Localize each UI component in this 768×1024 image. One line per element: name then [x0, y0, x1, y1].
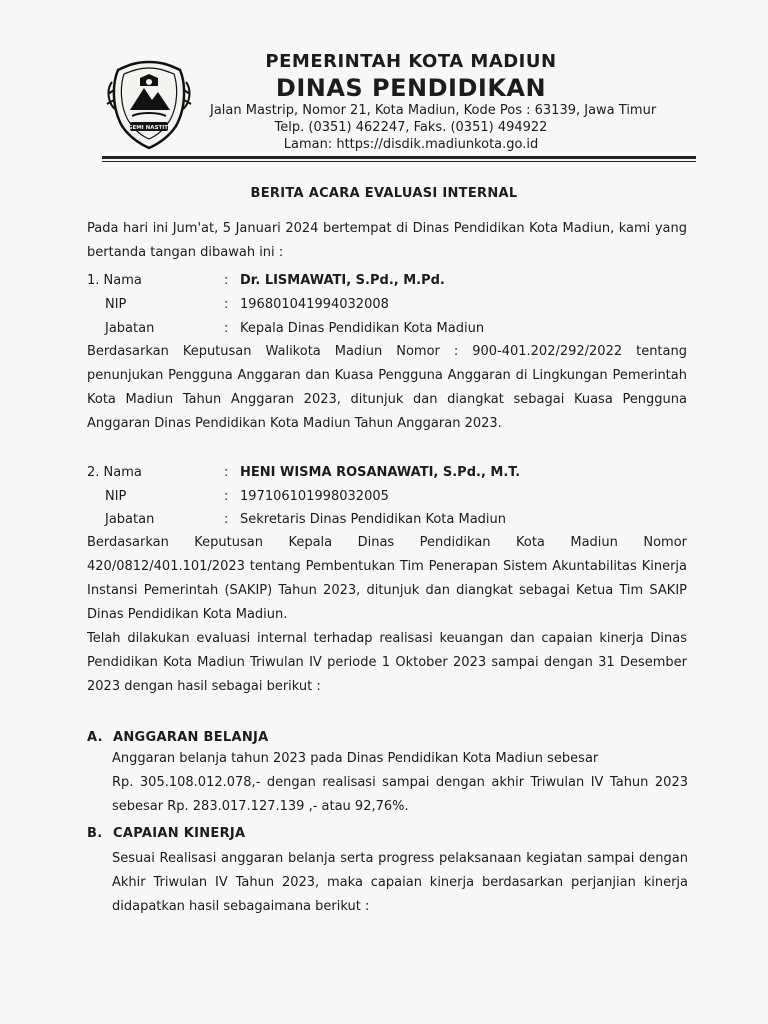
basis-line: Instansi Pemerintah (SAKIP) Tahun 2023, ditunjuk dan diangkat sebagai Ketua Tim SAKIP [87, 583, 687, 598]
signatory-2-position: Sekretaris Dinas Pendidikan Kota Madiun [240, 512, 507, 527]
letterhead [0, 0, 768, 175]
section-a-letter: A. [87, 730, 103, 745]
evaluation-line: 2023 dengan hasil sebagai berikut : [87, 679, 321, 694]
colon: : [224, 489, 229, 504]
position-label: Jabatan [105, 321, 155, 336]
office-website: Laman: https://disdik.madiunkota.go.id [283, 137, 539, 152]
basis-line: Kota Madiun Tahun Anggaran 2023, ditunjuk dan diangkat sebagai Kuasa Pengguna [87, 392, 687, 407]
section-a-title: ANGGARAN BELANJA [113, 730, 269, 745]
evaluation-line: Telah dilakukan evaluasi internal terhadap realisasi keuangan dan capaian kinerja Dinas [87, 631, 687, 646]
basis-line: Berdasarkan Keputusan Walikota Madiun Nomor : 900-401.202/292/2022 tentang [87, 344, 687, 359]
name-label: 1. Nama [87, 273, 142, 288]
section-a-line: Anggaran belanja tahun 2023 pada Dinas Pendidikan Kota Madiun sebesar [112, 751, 599, 766]
colon: : [224, 512, 229, 527]
colon: : [224, 321, 229, 336]
section-b-line: Akhir Triwulan IV Tahun 2023, maka capaian kinerja berdasarkan perjanjian kinerja [112, 875, 688, 890]
signatory-2-name: HENI WISMA ROSANAWATI, S.Pd., M.T. [240, 465, 521, 480]
signatory-1-nip: 196801041994032008 [240, 297, 389, 312]
nip-label: NIP [105, 489, 127, 504]
intro-paragraph [87, 217, 687, 265]
basis-line: Dinas Pendidikan Kota Madiun. [87, 607, 288, 622]
basis-line: 420/0812/401.101/2023 tentang Pembentukan Tim Penerapan Sistem Akuntabilitas Kinerja [87, 559, 687, 574]
signatory-2-basis [87, 531, 687, 627]
intro-line: Pada hari ini Jum'at, 5 Januari 2024 bertempat di Dinas Pendidikan Kota Madiun, kami yang [87, 221, 687, 236]
department-name: DINAS PENDIDIKAN [275, 74, 547, 102]
emblem-motto: GEMI NASTITI [127, 125, 171, 131]
section-a-heading [87, 730, 269, 745]
colon: : [224, 273, 229, 288]
section-b-title: CAPAIAN KINERJA [113, 826, 246, 841]
section-a-line: sebesar Rp. 283.017.127.139 ,- atau 92,76%. [112, 799, 409, 814]
section-b-line: didapatkan hasil sebagaimana berikut : [112, 899, 370, 914]
colon: : [224, 297, 229, 312]
section-a-line: Rp. 305.108.012.078,- dengan realisasi sampai dengan akhir Triwulan IV Tahun 2023 [112, 775, 688, 790]
section-b-letter: B. [87, 826, 103, 841]
section-b-line: Sesuai Realisasi anggaran belanja serta progress pelaksanaan kegiatan sampai dengan [112, 851, 688, 866]
nip-label: NIP [105, 297, 127, 312]
signatory-2-nip: 197106101998032005 [240, 489, 389, 504]
intro-line: bertanda tangan dibawah ini : [87, 245, 284, 260]
evaluation-paragraph [87, 627, 687, 699]
document-title: BERITA ACARA EVALUASI INTERNAL [250, 186, 518, 201]
city-emblem-icon [104, 54, 194, 152]
signatory-1-basis [87, 340, 687, 436]
letterhead-text [196, 51, 657, 153]
letterhead-rule-thin [102, 161, 696, 162]
basis-line: penunjukan Pengguna Anggaran dan Kuasa Pengguna Anggaran di Lingkungan Pemerintah [87, 368, 687, 383]
government-name: PEMERINTAH KOTA MADIUN [265, 51, 557, 72]
signatory-1-name: Dr. LISMAWATI, S.Pd., M.Pd. [240, 273, 445, 288]
section-a-body [112, 747, 688, 819]
evaluation-line: Pendidikan Kota Madiun Triwulan IV periode 1 Oktober 2023 sampai dengan 31 Desember [87, 655, 687, 670]
signatory-1-position: Kepala Dinas Pendidikan Kota Madiun [240, 321, 485, 336]
position-label: Jabatan [105, 512, 155, 527]
office-address: Jalan Mastrip, Nomor 21, Kota Madiun, Kode Pos : 63139, Jawa Timur [210, 103, 657, 118]
letterhead-rule-thick [102, 156, 696, 159]
basis-line: Anggaran Dinas Pendidikan Kota Madiun Tahun Anggaran 2023. [87, 416, 502, 431]
colon: : [224, 465, 229, 480]
section-b-heading [87, 826, 245, 841]
name-label: 2. Nama [87, 465, 142, 480]
office-phone: Telp. (0351) 462247, Faks. (0351) 494922 [274, 120, 548, 135]
section-b-body [112, 847, 688, 919]
basis-line: Berdasarkan Keputusan Kepala Dinas Pendidikan Kota Madiun Nomor [87, 535, 687, 550]
